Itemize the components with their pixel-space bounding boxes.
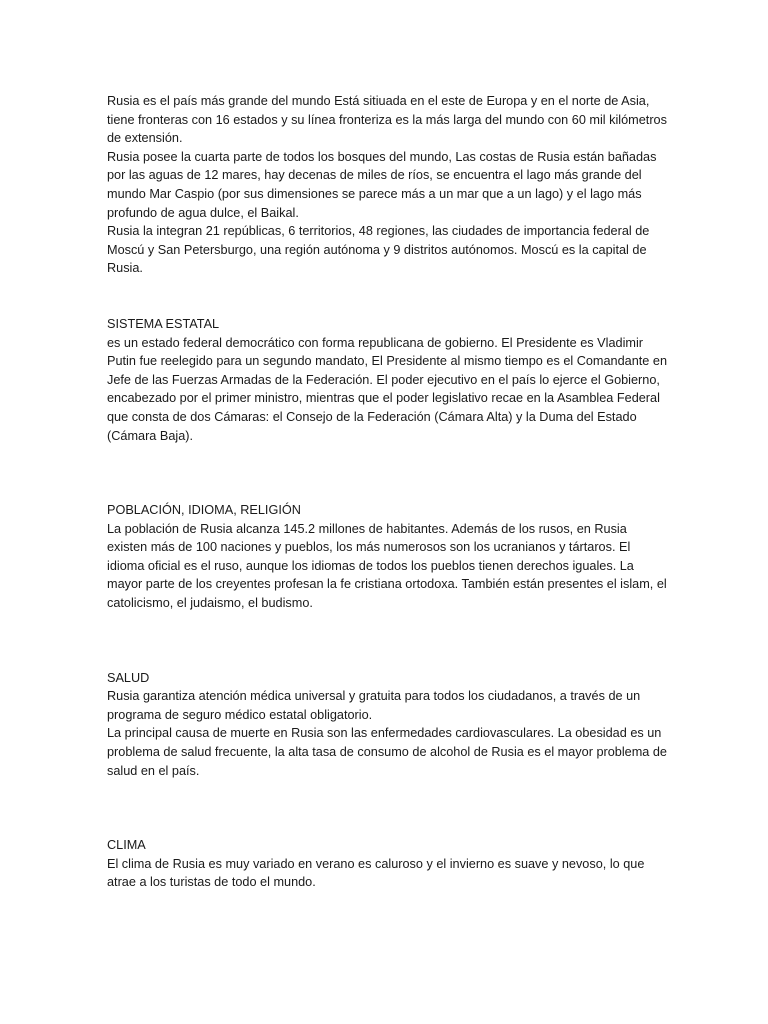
salud-section: [107, 669, 667, 781]
sistema-estatal-paragraph: es un estado federal democrático con forma republicana de gobierno. El Presidente es Vladimir Putin fue reelegido para un segundo mandato, El Presidente al mismo tiempo es el Comandante en Jefe de las Fuerzas Armadas de la Federación. El poder ejecutivo en el país lo ejerce el Gobierno, encabezado por el primer ministro, mientras que el poder legislativo recae en la Asamblea Federal que consta de dos Cámaras: el Consejo de la Federación (Cámara Alta) y la Duma del Estado (Cámara Baja).: [107, 335, 668, 443]
salud-heading: SALUD: [107, 670, 150, 685]
sistema-estatal-heading: SISTEMA ESTATAL: [107, 316, 220, 331]
document-page: [107, 92, 667, 892]
intro-paragraph-3: Rusia la integran 21 repúblicas, 6 territorios, 48 regiones, las ciudades de importancia federal de Moscú y San Petersburgo, una región autónoma y 9 distritos autónomos. Moscú es la capital de Rusia.: [107, 224, 650, 276]
clima-section: [107, 836, 667, 892]
poblacion-heading: POBLACIÓN, IDIOMA, RELIGIÓN: [107, 503, 301, 518]
intro-paragraph-1: Rusia es el país más grande del mundo Está sitiuada en el este de Europa y en el norte de Asia, tiene fronteras con 16 estados y su línea fronteriza es la más larga del mundo con 60 mil kilómetros de extensión.: [107, 94, 667, 146]
intro-section: [107, 92, 667, 278]
poblacion-paragraph: La población de Rusia alcanza 145.2 millones de habitantes. Además de los rusos, en Rusia existen más de 100 naciones y pueblos, los más numerosos son los ucranianos y tártaros. El idioma oficial es el ruso, aunque los idiomas de todos los pueblos tienen derechos iguales. La mayor parte de los creyentes profesan la fe cristiana ortodoxa. También están presentes el islam, el catolicismo, el judaismo, el budismo.: [107, 521, 667, 611]
clima-heading: CLIMA: [107, 838, 146, 853]
clima-paragraph: El clima de Rusia es muy variado en verano es caluroso y el invierno es suave y nevoso, lo que atrae a los turistas de todo el mundo.: [107, 856, 645, 890]
salud-paragraph-1: Rusia garantiza atención médica universal y gratuita para todos los ciudadanos, a través de un programa de seguro médico estatal obligatorio.: [107, 689, 641, 722]
sistema-estatal-section: [107, 315, 667, 445]
poblacion-section: [107, 501, 667, 613]
intro-paragraph-2: Rusia posee la cuarta parte de todos los bosques del mundo, Las costas de Rusia están bañadas por las aguas de 12 mares, hay decenas de miles de ríos, se encuentra el lago más grande del mundo Mar Caspio (por sus dimensiones se parece más a un mar que a un lago) y el lago más profundo de agua dulce, el Baikal.: [107, 149, 657, 220]
salud-paragraph-2: La principal causa de muerte en Rusia son las enfermedades cardiovasculares. La obesidad es un problema de salud frecuente, la alta tasa de consumo de alcohol de Rusia es el mayor problema de salud en el país.: [107, 726, 667, 778]
